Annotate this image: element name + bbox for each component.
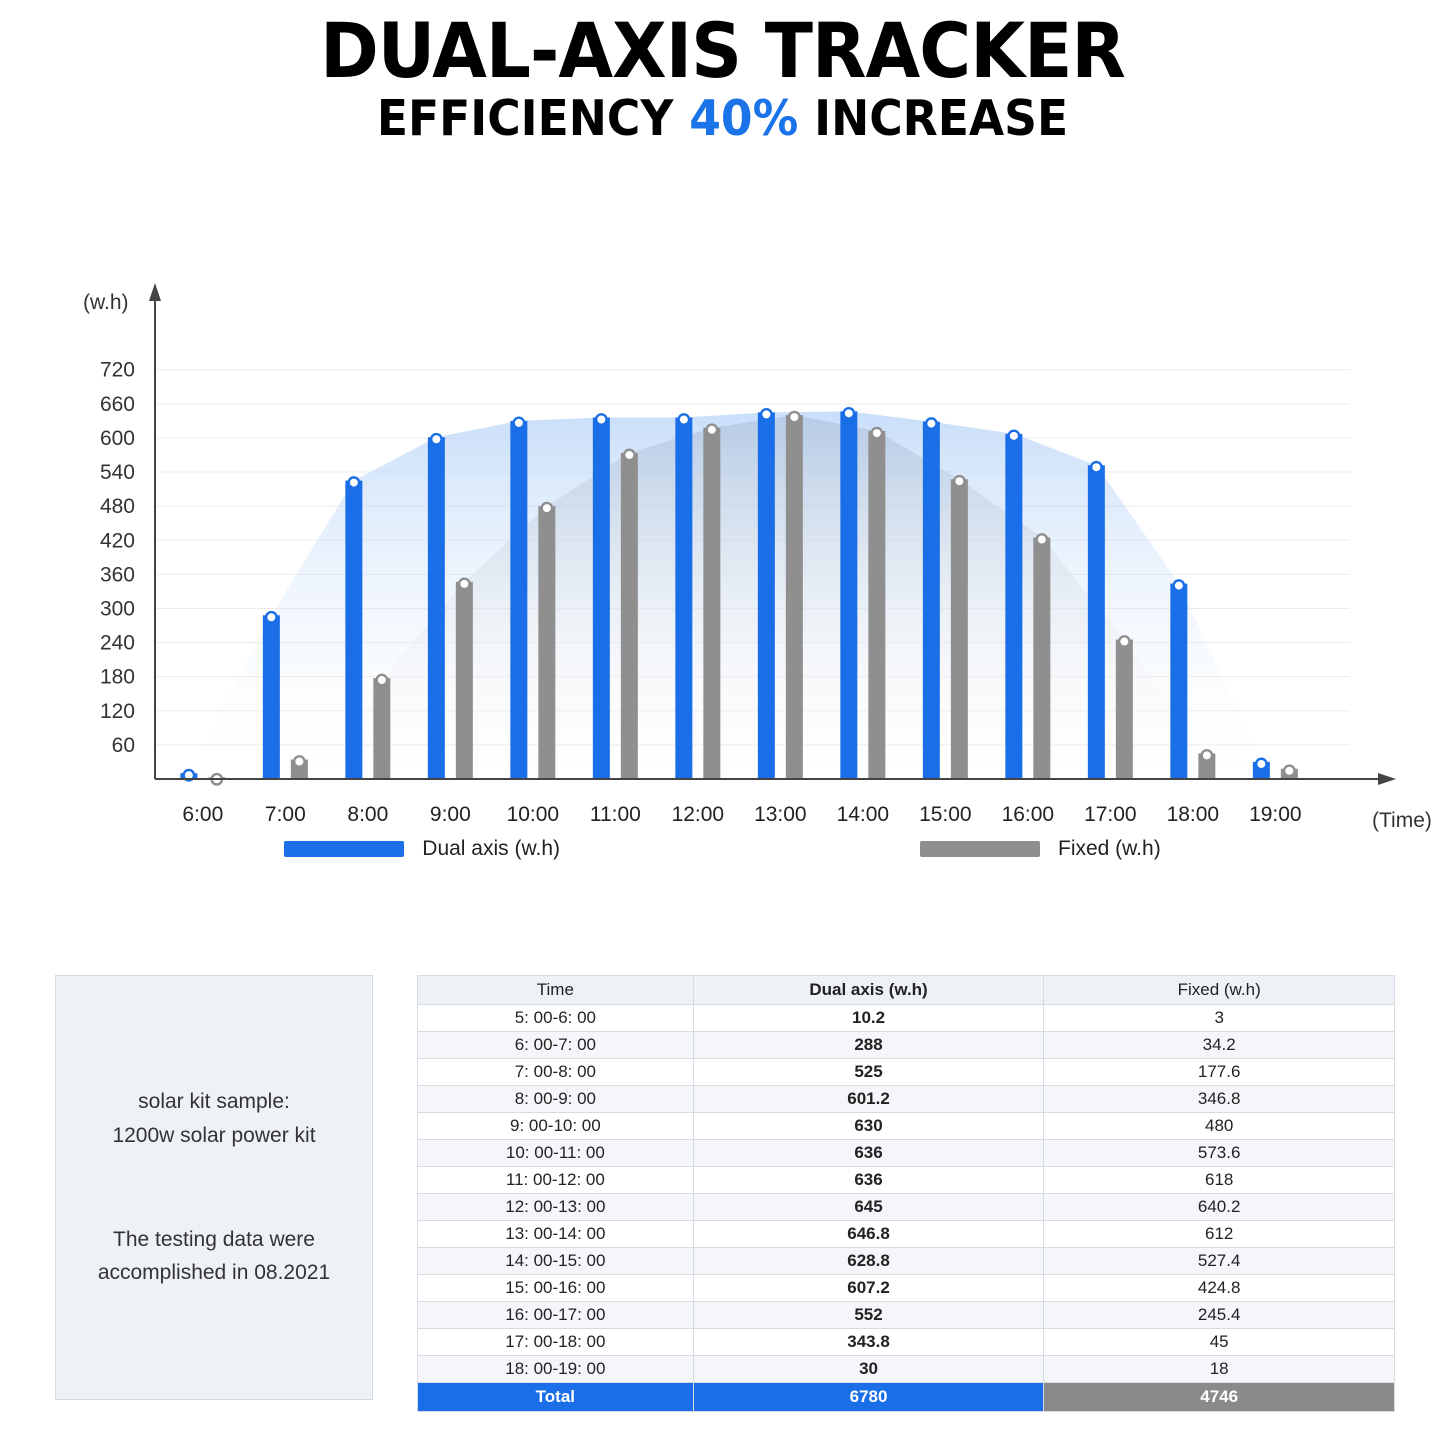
note-line-1: solar kit sample:	[138, 1090, 290, 1114]
chart-bar	[263, 616, 280, 780]
table-cell: 3	[1044, 1005, 1395, 1032]
chart-bar-marker	[926, 419, 936, 429]
chart-bar	[1005, 434, 1022, 779]
table-row	[418, 1059, 1395, 1086]
y-axis-tick-label: 480	[99, 495, 135, 519]
chart-bar	[840, 412, 857, 780]
chart-bar	[675, 418, 692, 780]
table-header-row	[418, 976, 1395, 1005]
table-cell: 13: 00-14: 00	[418, 1221, 694, 1248]
table-cell: 11: 00-12: 00	[418, 1167, 694, 1194]
energy-bar-chart	[0, 147, 1445, 907]
subtitle-accent: 40%	[689, 90, 799, 148]
column-header-dual-axis: Dual axis (w.h)	[693, 976, 1044, 1005]
table-cell: 646.8	[693, 1221, 1044, 1248]
chart-bar-marker	[1202, 751, 1212, 761]
table-row	[418, 1302, 1395, 1329]
chart-bar-marker	[624, 450, 634, 460]
table-row	[418, 1086, 1395, 1113]
table-total-row	[418, 1383, 1395, 1412]
chart-bar-marker	[954, 476, 964, 486]
table-cell: 607.2	[693, 1275, 1044, 1302]
table-cell: 640.2	[1044, 1194, 1395, 1221]
table-cell: 552	[693, 1302, 1044, 1329]
chart-bar	[1033, 538, 1050, 779]
page-subtitle	[51, 92, 1395, 147]
table-cell: 288	[693, 1032, 1044, 1059]
chart-bar	[428, 438, 445, 780]
table-cell: 636	[693, 1167, 1044, 1194]
chart-bar	[456, 582, 473, 779]
table-cell: 15: 00-16: 00	[418, 1275, 694, 1302]
column-header-fixed: Fixed (w.h)	[1044, 976, 1395, 1005]
table-cell: 343.8	[693, 1329, 1044, 1356]
table-cell: 30	[693, 1356, 1044, 1383]
y-axis-tick-label: 120	[99, 700, 135, 724]
chart-bar	[621, 453, 638, 779]
legend-label-dual-axis: Dual axis (w.h)	[422, 837, 560, 861]
table-row	[418, 1005, 1395, 1032]
chart-bar	[1088, 466, 1105, 780]
chart-bar	[758, 413, 775, 780]
table-cell: 10: 00-11: 00	[418, 1140, 694, 1167]
bottom-section	[0, 975, 1445, 1412]
y-axis-tick-label: 240	[99, 631, 135, 655]
chart-bar	[345, 481, 362, 779]
x-axis-tick-label: 17:00	[1084, 803, 1137, 827]
y-axis-tick-label: 180	[99, 666, 135, 690]
table-cell: 18	[1044, 1356, 1395, 1383]
x-axis-tick-label: 11:00	[589, 803, 641, 827]
table-cell: 424.8	[1044, 1275, 1395, 1302]
chart-bar-marker	[377, 675, 387, 685]
chart-bar-marker	[872, 428, 882, 438]
legend-item-dual-axis	[284, 837, 560, 861]
table-row	[418, 1275, 1395, 1302]
table-cell: 612	[1044, 1221, 1395, 1248]
column-header-time: Time	[418, 976, 694, 1005]
chart-bar-marker	[459, 579, 469, 589]
table-cell: 16: 00-17: 00	[418, 1302, 694, 1329]
chart-bar	[1170, 584, 1187, 779]
table-cell: 8: 00-9: 00	[418, 1086, 694, 1113]
total-label: Total	[418, 1383, 694, 1412]
table-footer	[418, 1383, 1395, 1412]
table-cell: 573.6	[1044, 1140, 1395, 1167]
note-line-4: accomplished in 08.2021	[97, 1261, 331, 1285]
title-block	[0, 0, 1445, 147]
chart-bar	[538, 507, 555, 780]
chart-bar-marker	[294, 757, 304, 767]
y-axis-tick-label: 420	[99, 529, 135, 553]
legend-item-fixed	[920, 837, 1161, 861]
table-cell: 630	[693, 1113, 1044, 1140]
chart-bar-marker	[1119, 637, 1129, 647]
chart-bar-marker	[707, 425, 717, 435]
note-line-3: The testing data were	[113, 1227, 315, 1251]
x-axis-tick-label: 16:00	[1001, 803, 1055, 827]
chart-bar-marker	[431, 434, 441, 444]
table-row	[418, 1356, 1395, 1383]
table-cell: 245.4	[1044, 1302, 1395, 1329]
chart-bar-marker	[761, 410, 771, 420]
chart-bar-marker	[596, 415, 606, 425]
table-cell: 12: 00-13: 00	[418, 1194, 694, 1221]
page-title: DUAL-AXIS TRACKER	[320, 6, 1125, 95]
table-cell: 645	[693, 1194, 1044, 1221]
chart-bar-marker	[514, 418, 524, 428]
chart-bar-marker	[844, 408, 854, 418]
table-row	[418, 1329, 1395, 1356]
chart-bar-marker	[542, 503, 552, 513]
x-axis-tick-label: 15:00	[919, 803, 972, 827]
chart-bar	[593, 418, 610, 780]
table-cell: 6: 00-7: 00	[418, 1032, 694, 1059]
table-cell: 346.8	[1044, 1086, 1395, 1113]
table-cell: 14: 00-15: 00	[418, 1248, 694, 1275]
table-row	[418, 1221, 1395, 1248]
table-row	[418, 1032, 1395, 1059]
table-cell: 628.8	[693, 1248, 1044, 1275]
note-line-2: 1200w solar power kit	[112, 1123, 316, 1147]
table-cell: 18: 00-19: 00	[418, 1356, 694, 1383]
table-cell: 177.6	[1044, 1059, 1395, 1086]
table-row	[418, 1248, 1395, 1275]
table-header	[418, 976, 1395, 1005]
y-axis-tick-label: 300	[99, 597, 135, 621]
chart-legend	[0, 837, 1445, 861]
table-cell: 618	[1044, 1167, 1395, 1194]
chart-bar-marker	[1174, 581, 1184, 591]
x-axis-tick-label: 6:00	[182, 803, 224, 827]
table-cell: 601.2	[693, 1086, 1044, 1113]
chart-bar-marker	[1256, 759, 1266, 769]
x-axis-tick-label: 18:00	[1166, 803, 1220, 827]
sample-note-box	[55, 975, 373, 1400]
x-axis-tick-label: 7:00	[264, 803, 306, 827]
chart-bar	[1116, 640, 1133, 779]
y-axis-tick-label: 360	[99, 563, 135, 587]
chart-bar-marker	[1284, 766, 1294, 776]
chart-bar	[951, 480, 968, 780]
table-body	[418, 1005, 1395, 1383]
table-cell: 636	[693, 1140, 1044, 1167]
subtitle-suffix: INCREASE	[798, 90, 1069, 148]
total-fixed: 4746	[1044, 1383, 1395, 1412]
x-axis-title: (Time)	[1372, 809, 1432, 833]
table-cell: 5: 00-6: 00	[418, 1005, 694, 1032]
table-row	[418, 1194, 1395, 1221]
table-cell: 45	[1044, 1329, 1395, 1356]
table-row	[418, 1167, 1395, 1194]
table-row	[418, 1113, 1395, 1140]
y-axis-arrow	[149, 283, 161, 301]
subtitle-prefix: EFFICIENCY	[376, 90, 690, 148]
x-axis-tick-label: 12:00	[671, 803, 725, 827]
y-axis-tick-label: 540	[99, 461, 135, 485]
chart-bar	[510, 421, 527, 779]
x-axis-tick-label: 9:00	[429, 803, 471, 827]
y-axis-tick-label: 600	[99, 427, 135, 451]
chart-bar-marker	[1091, 462, 1101, 472]
x-axis-tick-label: 14:00	[836, 803, 890, 827]
legend-swatch-fixed	[920, 841, 1040, 857]
x-axis-tick-label: 19:00	[1249, 803, 1302, 827]
y-axis-tick-label: 720	[99, 359, 135, 383]
x-axis-tick-label: 10:00	[506, 803, 560, 827]
chart-bar-marker	[1009, 431, 1019, 441]
table-cell: 10.2	[693, 1005, 1044, 1032]
chart-bar	[786, 415, 803, 779]
legend-label-fixed: Fixed (w.h)	[1058, 837, 1161, 861]
legend-swatch-dual-axis	[284, 841, 404, 857]
energy-data-table	[417, 975, 1395, 1412]
table-row	[418, 1140, 1395, 1167]
table-cell: 525	[693, 1059, 1044, 1086]
table-cell: 17: 00-18: 00	[418, 1329, 694, 1356]
x-axis-arrow	[1378, 773, 1396, 785]
total-dual-axis: 6780	[693, 1383, 1044, 1412]
chart-bar-marker	[1037, 535, 1047, 545]
chart-bar	[373, 678, 390, 779]
chart-bar	[868, 431, 885, 779]
y-axis-tick-label: 60	[111, 734, 135, 758]
chart-bar-marker	[349, 478, 359, 488]
y-axis-tick-label: 660	[99, 393, 135, 417]
chart-container	[0, 147, 1445, 907]
data-table-wrapper	[417, 975, 1395, 1412]
chart-bar-marker	[789, 412, 799, 422]
table-cell: 527.4	[1044, 1248, 1395, 1275]
chart-bar-marker	[266, 612, 276, 622]
y-axis-title: (w.h)	[83, 291, 129, 315]
table-cell: 480	[1044, 1113, 1395, 1140]
x-axis-tick-label: 13:00	[754, 803, 807, 827]
table-cell: 7: 00-8: 00	[418, 1059, 694, 1086]
chart-bar-marker	[679, 415, 689, 425]
chart-bar	[703, 428, 720, 779]
table-cell: 34.2	[1044, 1032, 1395, 1059]
chart-bar	[923, 422, 940, 779]
table-cell: 9: 00-10: 00	[418, 1113, 694, 1140]
x-axis-tick-label: 8:00	[347, 803, 389, 827]
